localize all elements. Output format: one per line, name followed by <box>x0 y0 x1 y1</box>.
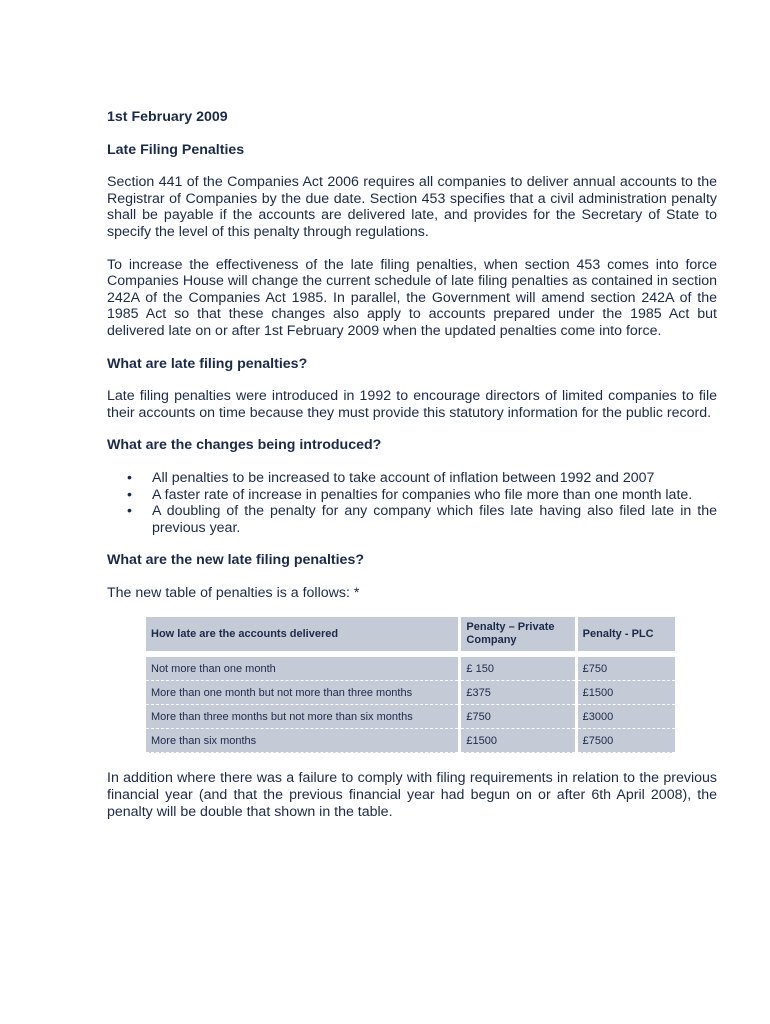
table-cell: £1500 <box>576 681 675 705</box>
section-heading-new: What are the new late filing penalties? <box>107 552 364 569</box>
table-cell: £1500 <box>460 729 576 753</box>
table-cell: £3000 <box>576 705 675 729</box>
document-date: 1st February 2009 <box>107 109 228 125</box>
list-item-text: A doubling of the penalty for any company which files late having also filed late in the previous year. <box>152 503 717 536</box>
table-cell: £750 <box>576 654 675 681</box>
bullet-icon: • <box>127 469 132 486</box>
changes-list <box>107 470 717 536</box>
table-intro: The new table of penalties is a follows: * <box>107 584 360 601</box>
list-item <box>107 470 717 487</box>
table-cell: Not more than one month <box>146 654 460 681</box>
section-heading-what: What are late filing penalties? <box>107 355 308 372</box>
table-cell: £375 <box>460 681 576 705</box>
section-body-what: Late filing penalties were introduced in 1992 to encourage directors of limited companies to file their accounts on time because they must provide this statutory information for the public record. <box>107 388 717 421</box>
penalties-table-wrapper <box>146 617 675 753</box>
bullet-icon: • <box>127 486 132 503</box>
section-heading-changes: What are the changes being introduced? <box>107 437 382 454</box>
table-row <box>146 681 675 705</box>
closing-paragraph: In addition where there was a failure to comply with filing requirements in relation to the previous financial year (and that the previous financial year had begun on or after 6th April 2008), the penalty will be double that shown in the table. <box>107 770 717 820</box>
column-header-lateness: How late are the accounts delivered <box>146 617 460 654</box>
table-header-row <box>146 617 675 654</box>
column-header-plc: Penalty - PLC <box>576 617 675 654</box>
table-row <box>146 654 675 681</box>
table-cell: More than one month but not more than three months <box>146 681 460 705</box>
table-row <box>146 705 675 729</box>
table-cell: £7500 <box>576 729 675 753</box>
column-header-private: Penalty – Private Company <box>460 617 576 654</box>
intro-paragraph-2: To increase the effectiveness of the late filing penalties, when section 453 comes into force Companies House will change the current schedule of late filing penalties as contained in section 242A of the Companies Act 1985. In parallel, the Government will amend section 242A of the 1985 Act so that these changes also apply to accounts prepared under the 1985 Act but delivered late on or after 1st February 2009 when the updated penalties come into force. <box>107 256 717 339</box>
bullet-icon: • <box>127 503 132 520</box>
intro-paragraph-1: Section 441 of the Companies Act 2006 requires all companies to deliver annual accounts to the Registrar of Companies by the due date. Section 453 specifies that a civil administration penalty shall be payable if the accounts are delivered late, and provides for the Secretary of State to specify the level of this penalty through regulations. <box>107 174 717 240</box>
document-body <box>107 109 717 836</box>
list-item-text: A faster rate of increase in penalties for companies who file more than one month late. <box>152 486 693 503</box>
list-item-text: All penalties to be increased to take account of inflation between 1992 and 2007 <box>152 469 655 486</box>
table-cell: £750 <box>460 705 576 729</box>
page-title: Late Filing Penalties <box>107 141 245 158</box>
table-cell: More than three months but not more than six months <box>146 705 460 729</box>
penalties-table <box>146 617 675 753</box>
list-item <box>107 503 717 536</box>
list-item <box>107 487 717 504</box>
table-row <box>146 729 675 753</box>
table-cell: £ 150 <box>460 654 576 681</box>
table-cell: More than six months <box>146 729 460 753</box>
